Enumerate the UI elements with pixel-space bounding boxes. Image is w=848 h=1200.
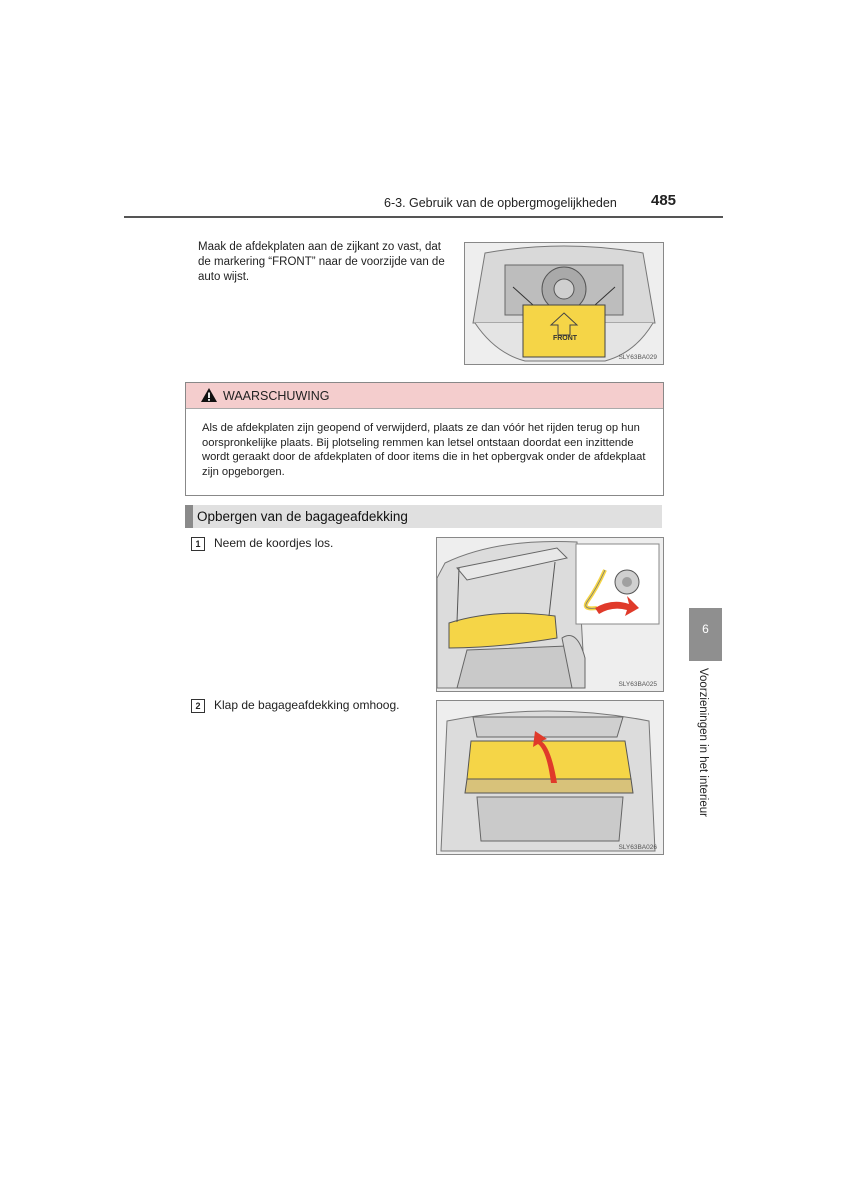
- page-number: 485: [651, 192, 677, 209]
- step-number-2: 2: [191, 699, 205, 713]
- step-number-1: 1: [191, 537, 205, 551]
- front-label: FRONT: [552, 335, 578, 342]
- chapter-label: Voorzieningen in het interieur: [697, 668, 709, 817]
- cargo-floor-illustration: [465, 243, 663, 364]
- tonneau-cords-illustration: [437, 538, 663, 691]
- step-text-2: Klap de bagageafdekking omhoog.: [214, 698, 400, 712]
- tonneau-flip-illustration: [437, 701, 663, 854]
- section-title: Opbergen van de bagageafdekking: [197, 509, 408, 524]
- warning-box: [185, 382, 664, 496]
- header-rule: [124, 216, 723, 218]
- chapter-tab: [689, 608, 722, 661]
- section-bar: [185, 505, 662, 528]
- figure-untie-cords: [436, 537, 664, 692]
- warning-title: WAARSCHUWING: [223, 389, 330, 403]
- figure-code: SLY63BA026: [618, 844, 657, 851]
- chapter-number: 6: [702, 622, 709, 636]
- warning-text: Als de afdekplaten zijn geopend of verwijderd, plaats ze dan vóór het rijden terug op hun oorspronkelijke plaats. Bij plotseling remmen kan letsel ontstaan doordat een inzittende wordt geraakt door de afdekplaten of door items die in het opbergvak onder de afdekplaat zijn opgeborgen.: [202, 422, 646, 478]
- figure-front-marking: [464, 242, 664, 365]
- warning-header: [186, 383, 663, 409]
- figure-flip-cover: [436, 700, 664, 855]
- intro-text: Maak de afdekplaten aan de zijkant zo vast, dat de markering “FRONT” naar de voorzijde van de auto wijst.: [198, 241, 445, 283]
- warning-icon: [200, 387, 218, 408]
- section-accent: [185, 505, 193, 528]
- figure-code: SLY63BA025: [618, 681, 657, 688]
- step-text-1: Neem de koordjes los.: [214, 536, 334, 550]
- header-title: 6-3. Gebruik van de opbergmogelijkheden: [384, 196, 617, 210]
- figure-code: SLY63BA029: [618, 354, 657, 361]
